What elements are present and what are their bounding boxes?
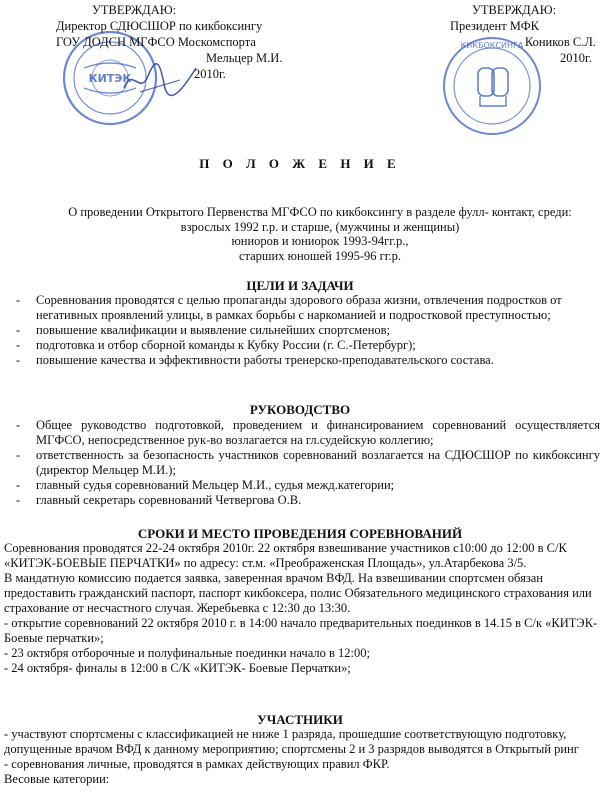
- paragraph: - соревнования личные, проводятся в рамках действующих правил ФКР.: [4, 757, 390, 771]
- section-heading-goals: ЦЕЛИ И ЗАДАЧИ: [246, 278, 354, 293]
- approver-position: Директор СДЮСШОР по кикбоксингу: [56, 19, 263, 33]
- paragraph: Соревнования проводятся 22-24 октября 2010г. 22 октября взвешивание участников с10:00 до 12:00 в С/К «КИТЭК-БОЕВЫЕ ПЕРЧАТКИ» по адресу: ст.м. «Преображенская Площадь», ул.Атарбекова 3/5.: [4, 541, 567, 570]
- approval-year: 2010г.: [194, 67, 226, 81]
- approver-organization: ГОУ ДОДСН МГФСО Москомспорта: [56, 35, 256, 49]
- approver-position: Президент МФК: [450, 19, 539, 33]
- paragraph: В мандатную комиссию подается заявка, заверенная врачом ВФД. На взвешивании спортсмен обязан предоставить гражданский паспорт, паспорт кикбоксера, полис Обязательного медицинского страхования или страхование от несчастного случая. Жеребьевка с 12:30 до 13:30.: [4, 571, 592, 615]
- list-item: - главный секретарь соревнований Четвергова О.В.: [6, 493, 600, 508]
- section-heading-schedule: СРОКИ И МЕСТО ПРОВЕДЕНИЯ СОРЕВНОВАНИЙ: [137, 526, 463, 541]
- goals-list: [6, 293, 600, 368]
- paragraph: - открытие соревнований 22 октября 2010 г. в 14:00 начало предварительных поединков в 14.15 в С/к «КИТЭК-Боевые перчатки»;: [4, 616, 598, 645]
- list-item: - Соревнования проводятся с целью пропаганды здорового образа жизни, отвлечения подростков от негативных проявлений улицы, в рамках борьбы с наркоманией и подростковой преступностью;: [6, 293, 600, 323]
- schedule-text: [4, 541, 598, 676]
- subject-line: старших юношей 1995-96 гг.р.: [238, 248, 402, 263]
- document-title: П О Л О Ж Е Н И Е: [199, 156, 401, 171]
- approver-name: Мельцер М.И.: [206, 51, 283, 65]
- section-heading-leadership: РУКОВОДСТВО: [249, 402, 351, 417]
- document-subject: [40, 205, 600, 263]
- subject-line: О проведении Открытого Первенства МГФСО по кикбоксингу в разделе фулл- контакт, среди:: [68, 205, 572, 219]
- list-item: - главный судья соревнований Мельцер М.И., судья межд.категории;: [6, 478, 600, 493]
- approval-label: УТВЕРЖДАЮ:: [472, 3, 557, 17]
- section-heading-participants: УЧАСТНИКИ: [257, 712, 343, 727]
- list-item: - Общее руководство подготовкой, проведением и финансированием соревнований осуществляется МГФСО, непосредственное рук-во возлагается на гл.судейскую коллегию;: [6, 418, 600, 448]
- approval-block-right: [430, 2, 600, 66]
- list-item: - повышение квалификации и выявление сильнейших спортсменов;: [6, 323, 600, 338]
- approval-label: УТВЕРЖДАЮ:: [92, 3, 177, 17]
- svg-text:КИТЭК: КИТЭК: [88, 72, 132, 85]
- paragraph: - участвуют спортсмены с классификацией не ниже 1 разряда, прошедшие соответствующую подготовку, допущенные врачом ВФД к данному мероприятию; спортсмены 2 и 3 разрядов выводятся в Открытый ринг: [4, 727, 579, 756]
- approval-year: 2010г.: [560, 51, 592, 65]
- svg-text:КИКБОКСИНГА: КИКБОКСИНГА: [460, 41, 524, 50]
- approval-block-left: [56, 2, 316, 82]
- participants-text: [4, 727, 598, 806]
- paragraph: - 24 октября- финалы в 12:00 в С/К «КИТЭК- Боевые Перчатки»;: [4, 661, 351, 675]
- list-item: - ответственность за безопасность участников соревнований возлагается на СДЮСШОР по кикбоксингу (директор Мельцер М.И.);: [6, 448, 600, 478]
- subject-line: взрослых 1992 г.р. и старше, (мужчины и женщины): [180, 219, 460, 234]
- list-item: - повышение качества и эффективности работы тренерско-преподавательского состава.: [6, 353, 600, 368]
- paragraph: Весовые категории:: [4, 772, 110, 786]
- paragraph: - 23 октября отборочные и полуфинальные поединки начало в 12:00;: [4, 646, 370, 660]
- list-item: - подготовка и отбор сборной команды к Кубку России (г. С.-Петербург);: [6, 338, 600, 353]
- subject-line: юниоров и юниорок 1993-94гг.р.,: [231, 234, 409, 248]
- leadership-list: [6, 418, 600, 508]
- approver-name: Коников С.Л.: [524, 35, 596, 49]
